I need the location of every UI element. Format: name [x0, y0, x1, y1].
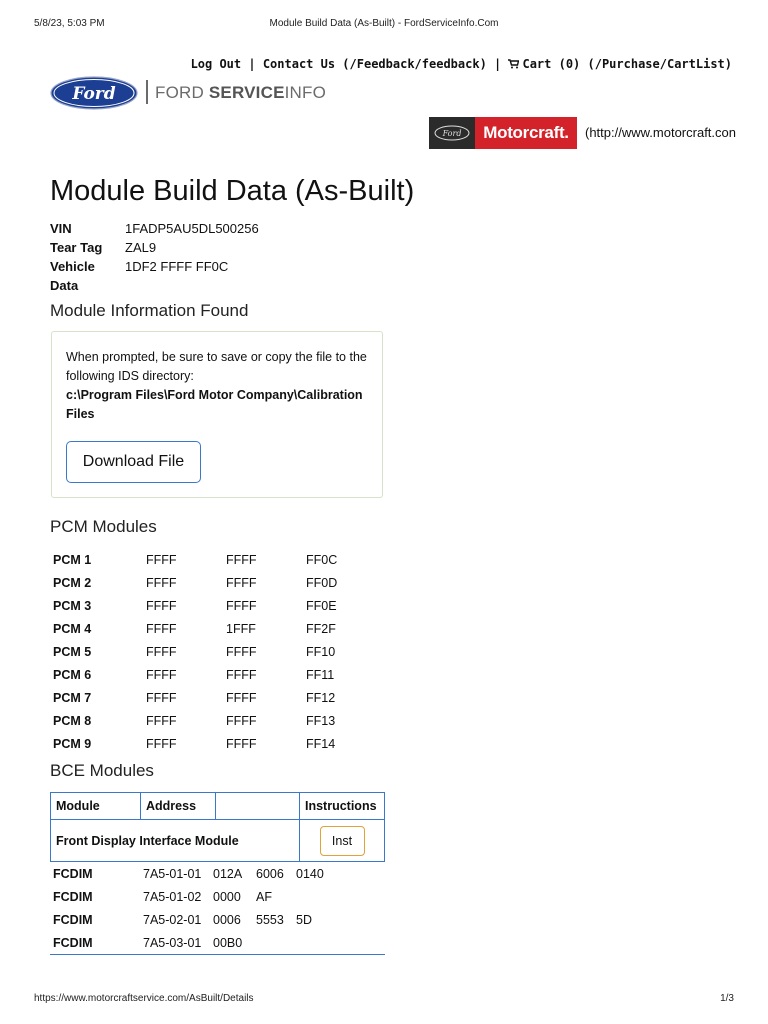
cart-link[interactable]	[508, 57, 732, 71]
module-info-heading: Module Information Found	[50, 301, 249, 320]
print-page-number: 1/3	[720, 993, 734, 1004]
motorcraft-wordmark: Motorcraft.	[475, 117, 577, 149]
instructions-button[interactable]: Inst	[320, 826, 365, 856]
table-row: FCDIM 7A5-01-02 0000 AF	[53, 889, 272, 904]
table-row: PCM 2 FFFF FFFF FF0D	[53, 575, 338, 590]
table-row: PCM 5 FFFF FFFF FF10	[53, 644, 336, 659]
motorcraft-ford-badge	[429, 117, 475, 149]
table-row: PCM 9 FFFF FFFF FF14	[53, 736, 336, 751]
vin-label: VIN	[50, 221, 72, 236]
ford-oval-icon	[429, 117, 475, 149]
ford-logo[interactable]	[50, 76, 138, 110]
vehicle-data-value: 1DF2 FFFF FF0C	[125, 259, 229, 274]
vin-value: 1FADP5AU5DL500256	[125, 221, 259, 236]
table-row: PCM 4 FFFF 1FFF FF2F	[53, 621, 336, 636]
bce-modules-table	[50, 792, 385, 955]
vehicle-details	[50, 219, 259, 295]
vehicle-data-label: Vehicle Data	[50, 259, 95, 293]
module-info-panel	[51, 331, 383, 498]
logo-divider	[146, 80, 148, 104]
table-row: FCDIM 7A5-03-01 00B0	[53, 935, 243, 950]
table-row: PCM 1 FFFF FFFF FF0C	[53, 552, 338, 567]
print-footer-url: https://www.motorcraftservice.com/AsBuilt/Details	[34, 993, 254, 1004]
bce-modules-heading: BCE Modules	[50, 761, 154, 780]
ids-directory-path: c:\Program Files\Ford Motor Company\Calibration Files	[66, 388, 363, 421]
tear-tag-row	[50, 238, 259, 257]
ford-service-info-wordmark: FORD SERVICEINFO	[155, 83, 327, 102]
motorcraft-logo[interactable]	[429, 117, 577, 149]
download-file-button[interactable]: Download File	[66, 441, 201, 483]
cart-icon	[508, 59, 519, 69]
column-header-module: Module	[51, 793, 141, 819]
print-page-title: Module Build Data (As-Built) - FordServiceInfo.Com	[269, 18, 499, 29]
table-row: PCM 3 FFFF FFFF FF0E	[53, 598, 337, 613]
vin-row	[50, 219, 259, 238]
table-row: FCDIM 7A5-01-01 012A 6006 0140	[53, 866, 324, 881]
tear-tag-value: ZAL9	[125, 240, 157, 255]
logout-link[interactable]: Log Out	[190, 57, 242, 71]
table-row: PCM 7 FFFF FFFF FF12	[53, 690, 336, 705]
module-info-text: When prompted, be sure to save or copy the file to the following IDS directory: c:\Program Files\Ford Motor Company\Calibration Files	[66, 350, 367, 421]
top-nav-links: Log Out | Contact Us (/Feedback/feedback) | Cart (0) (/Purchase/CartList)	[190, 57, 732, 71]
vehicle-data-row	[50, 257, 259, 295]
column-header-address: Address	[141, 793, 216, 819]
bce-table-header	[50, 792, 385, 820]
cart-link-label: Cart (0) (/Purchase/CartList)	[522, 57, 732, 71]
bce-data-rows	[50, 862, 385, 955]
tear-tag-label: Tear Tag	[50, 240, 103, 255]
ford-logo-text: Ford	[72, 84, 116, 104]
pcm-modules-table	[50, 548, 337, 755]
table-row: PCM 8 FFFF FFFF FF13	[53, 713, 336, 728]
column-header-blank	[216, 793, 300, 819]
svg-text:Ford: Ford	[442, 129, 462, 138]
column-header-instructions: Instructions	[305, 799, 377, 813]
print-footer	[34, 993, 734, 1004]
table-row: PCM 6 FFFF FFFF FF11	[53, 667, 335, 682]
pcm-modules-heading: PCM Modules	[50, 517, 157, 536]
bce-module-name: Front Display Interface Module	[51, 820, 300, 861]
print-datetime: 5/8/23, 5:03 PM	[34, 18, 105, 29]
page-title: Module Build Data (As-Built)	[50, 175, 415, 207]
bce-module-group	[50, 820, 385, 862]
motorcraft-link[interactable]: (http://www.motorcraft.con	[585, 125, 736, 140]
contact-us-link[interactable]: Contact Us (/Feedback/feedback)	[262, 57, 487, 71]
print-header	[34, 18, 734, 29]
table-row: FCDIM 7A5-02-01 0006 5553 5D	[53, 912, 312, 927]
